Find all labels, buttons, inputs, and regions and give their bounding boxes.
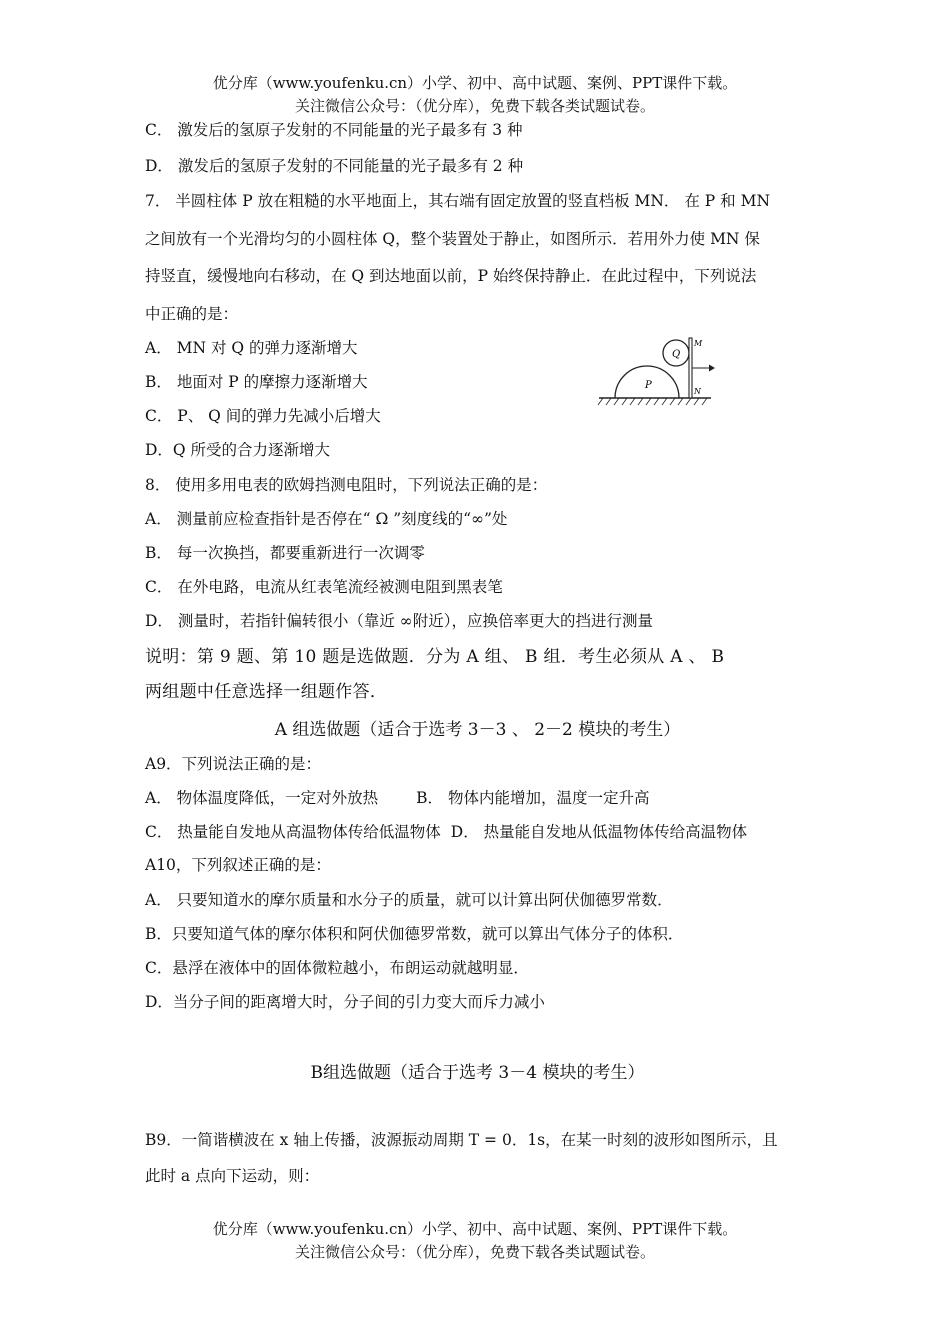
q8-stem: 8． 使用多用电表的欧姆挡测电阻时，下列说法正确的是： — [145, 476, 548, 494]
q7-option-c: C． P、 Q 间的弹力先减小后增大 — [145, 407, 381, 425]
note-line-1: 说明：第 9 题、第 10 题是选做题．分为 A 组、 B 组．考生必须从 A 、 B — [145, 647, 725, 667]
b9-stem-line-1: B9．一简谐横波在 x 轴上传播，波源振动周期 T = 0．1s，在某一时刻的波形如图所示，且 — [145, 1131, 778, 1149]
q7-option-b: B． 地面对 P 的摩擦力逐渐增大 — [145, 373, 368, 391]
a9-stem: A9．下列说法正确的是： — [145, 755, 322, 773]
label-p: P — [645, 380, 652, 391]
q7-option-d: D．Q 所受的合力逐渐增大 — [145, 441, 331, 459]
a10-option-d: D．当分子间的距离增大时，分子间的引力变大而斥力减小 — [145, 993, 545, 1011]
q7-stem-line-4: 中正确的是： — [145, 305, 239, 323]
q6-option-d: D． 激发后的氢原子发射的不同能量的光子最多有 2 种 — [145, 157, 524, 175]
q7-stem-line-2: 之间放有一个光滑均匀的小圆柱体 Q，整个装置处于静止，如图所示．若用外力使 MN 保 — [145, 230, 760, 248]
a10-stem: A10，下列叙述正确的是： — [145, 856, 331, 874]
label-m: M — [694, 339, 703, 348]
a9-option-c: C． 热量能自发地从高温物体传给低温物体 — [145, 823, 441, 841]
header-line-1: 优分库（www.youfenku.cn）小学、初中、高中试题、案例、PPT课件下载。 — [212, 74, 738, 92]
q7-stem-line-1: 7． 半圆柱体 P 放在粗糙的水平地面上，其右端有固定放置的竖直档板 MN． 在 P 和 MN — [145, 192, 771, 210]
a10-option-c: C．悬浮在液体中的固体微粒越小，布朗运动就越明显． — [145, 959, 529, 977]
q7-diagram — [597, 336, 717, 408]
footer-line-2: 关注微信公众号：（优分库），免费下载各类试题试卷。 — [294, 1243, 655, 1261]
q6-option-c: C． 激发后的氢原子发射的不同能量的光子最多有 3 种 — [145, 121, 523, 139]
a9-options-ab — [145, 786, 649, 808]
q7-figure — [597, 336, 717, 408]
a9-options-cd — [145, 820, 747, 842]
page-footer — [0, 1218, 950, 1264]
a10-option-b: B．只要知道气体的摩尔体积和阿伏伽德罗常数，就可以算出气体分子的体积． — [145, 925, 684, 943]
note-line-2: 两组题中任意选择一组题作答． — [145, 682, 388, 702]
group-a-title: A 组选做题（适合于选考 3－3 、 2－2 模块的考生） — [274, 720, 681, 740]
ground-hatching — [598, 398, 707, 405]
b9-stem-line-2: 此时 a 点向下运动，则： — [145, 1167, 320, 1185]
a10-option-a: A． 只要知道水的摩尔质量和水分子的质量，就可以计算出阿伏伽德罗常数． — [145, 891, 673, 909]
move-arrow-head — [709, 365, 715, 372]
label-n: N — [694, 387, 701, 396]
board-mn — [689, 338, 692, 398]
group-b-title: B组选做题（适合于选考 3－4 模块的考生） — [310, 1063, 645, 1083]
q7-stem-line-3: 持竖直，缓慢地向右移动，在 Q 到达地面以前，P 始终保持静止．在此过程中，下列说法 — [145, 267, 757, 285]
a9-option-b: B． 物体内能增加，温度一定升高 — [416, 789, 650, 807]
q8-option-a: A． 测量前应检查指针是否停在“ Ω ”刻度线的“∞”处 — [145, 510, 508, 528]
page-header — [0, 72, 950, 118]
q8-option-d: D． 测量时，若指针偏转很小（靠近 ∞附近），应换倍率更大的挡进行测量 — [145, 612, 653, 630]
label-q: Q — [672, 349, 681, 360]
q8-option-b: B． 每一次换挡，都要重新进行一次调零 — [145, 544, 425, 562]
a9-option-d: D． 热量能自发地从低温物体传给高温物体 — [450, 823, 748, 841]
footer-line-1: 优分库（www.youfenku.cn）小学、初中、高中试题、案例、PPT课件下载。 — [212, 1220, 738, 1238]
q8-option-c: C． 在外电路，电流从红表笔流经被测电阻到黑表笔 — [145, 578, 503, 596]
a9-option-a: A． 物体温度降低，一定对外放热 — [145, 789, 379, 807]
header-line-2: 关注微信公众号：（优分库），免费下载各类试题试卷。 — [294, 97, 655, 115]
q7-option-a: A． MN 对 Q 的弹力逐渐增大 — [145, 339, 358, 357]
